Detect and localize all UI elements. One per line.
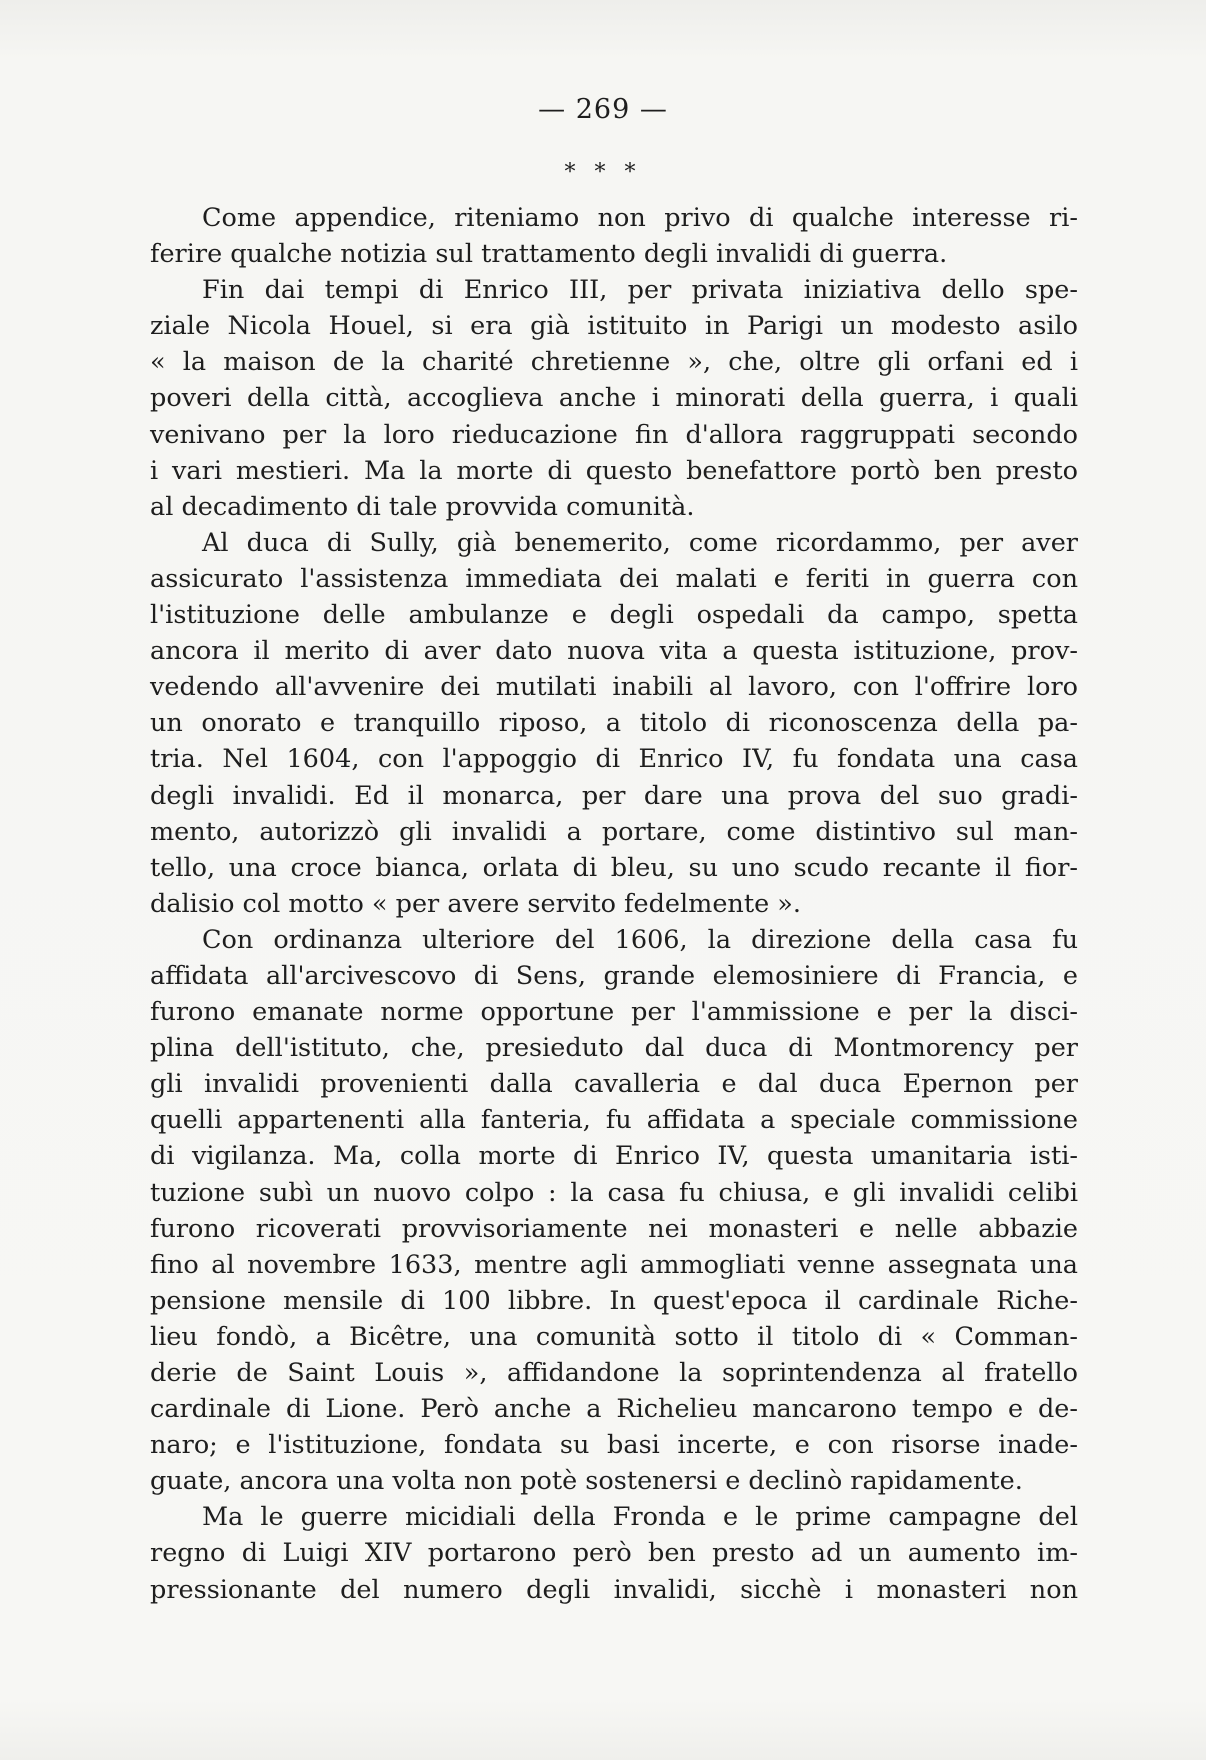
body-text — [150, 200, 1078, 1608]
text-line: un onorato e tranquillo riposo, a titolo di riconoscenza della pa- — [150, 708, 1078, 739]
text-line: tuzione subì un nuovo colpo : la casa fu chiusa, e gli invalidi celibi — [150, 1177, 1078, 1208]
text-line: i vari mestieri. Ma la morte di questo benefattore portò ben presto — [150, 455, 1078, 486]
text-line: guate, ancora una volta non potè sostenersi e declinò rapidamente. — [150, 1466, 1023, 1497]
text-line: assicurato l'assistenza immediata dei malati e feriti in guerra con — [150, 563, 1078, 594]
text-line: derie de Saint Louis », affidandone la soprintendenza al fratello — [150, 1358, 1078, 1388]
text-line: « la maison de la charité chretienne », che, oltre gli orfani ed i — [150, 347, 1078, 378]
paragraph — [150, 922, 1078, 1500]
text-line: venivano per la loro rieducazione fin d'allora raggruppati secondo — [150, 419, 1078, 450]
page-number: — 269 — — [538, 94, 668, 125]
text-line: vedendo all'avvenire dei mutilati inabili al lavoro, con l'offrire loro — [150, 672, 1078, 703]
text-line: dalisio col motto « per avere servito fedelmente ». — [150, 888, 801, 919]
text-line: poveri della città, accoglieva anche i minorati della guerra, i quali — [150, 383, 1078, 414]
text-line: l'istituzione delle ambulanze e degli ospedali da campo, spetta — [150, 600, 1078, 631]
text-line: di vigilanza. Ma, colla morte di Enrico IV, questa umanitaria isti- — [150, 1141, 1078, 1172]
paragraph — [150, 1499, 1078, 1607]
text-line: ziale Nicola Houel, si era già istituito in Parigi un modesto asilo — [150, 311, 1078, 342]
paragraph — [150, 272, 1078, 525]
section-separator: * * * — [564, 160, 642, 185]
text-line: furono ricoverati provvisoriamente nei monasteri e nelle abbazie — [150, 1213, 1078, 1244]
text-line: regno di Luigi XIV portarono però ben presto ad un aumento im- — [150, 1538, 1078, 1569]
text-line: naro; e l'istituzione, fondata su basi incerte, e con risorse inade- — [150, 1430, 1078, 1461]
text-line: Con ordinanza ulteriore del 1606, la direzione della casa fu — [202, 924, 1078, 955]
text-line: al decadimento di tale provvida comunità. — [150, 491, 695, 522]
text-line: furono emanate norme opportune per l'ammissione e per la disci- — [150, 997, 1078, 1028]
text-line: tria. Nel 1604, con l'appoggio di Enrico IV, fu fondata una casa — [150, 744, 1078, 775]
text-line: lieu fondò, a Bicêtre, una comunità sotto il titolo di « Comman- — [150, 1321, 1078, 1352]
paragraph — [150, 200, 1078, 272]
text-line: cardinale di Lione. Però anche a Richelieu mancarono tempo e de- — [150, 1394, 1078, 1425]
text-line: Al duca di Sully, già benemerito, come ricordammo, per aver — [202, 527, 1078, 558]
text-line: quelli appartenenti alla fanteria, fu affidata a speciale commissione — [150, 1105, 1078, 1136]
text-line: gli invalidi provenienti dalla cavalleria e dal duca Epernon per — [150, 1069, 1078, 1100]
text-line: plina dell'istituto, che, presieduto dal duca di Montmorency per — [150, 1033, 1078, 1064]
text-line: Fin dai tempi di Enrico III, per privata iniziativa dello spe- — [202, 275, 1078, 306]
text-line: ancora il merito di aver dato nuova vita a questa istituzione, prov- — [150, 636, 1078, 667]
text-line: tello, una croce bianca, orlata di bleu, su uno scudo recante il fior- — [150, 852, 1078, 883]
text-line: fino al novembre 1633, mentre agli ammogliati venne assegnata una — [150, 1249, 1078, 1280]
text-line: pensione mensile di 100 libbre. In quest'epoca il cardinale Riche- — [150, 1285, 1078, 1316]
text-line: Come appendice, riteniamo non privo di qualche interesse ri- — [202, 203, 1078, 233]
text-line: mento, autorizzò gli invalidi a portare, come distintivo sul man- — [150, 816, 1078, 847]
text-line: degli invalidi. Ed il monarca, per dare una prova del suo gradi- — [150, 780, 1078, 811]
paragraph — [150, 525, 1078, 922]
text-line: pressionante del numero degli invalidi, sicchè i monasteri non — [150, 1574, 1078, 1605]
text-line: Ma le guerre micidiali della Fronda e le prime campagne del — [202, 1502, 1078, 1533]
text-line: affidata all'arcivescovo di Sens, grande elemosiniere di Francia, e — [150, 960, 1078, 991]
text-line: ferire qualche notizia sul trattamento degli invalidi di guerra. — [150, 239, 948, 270]
